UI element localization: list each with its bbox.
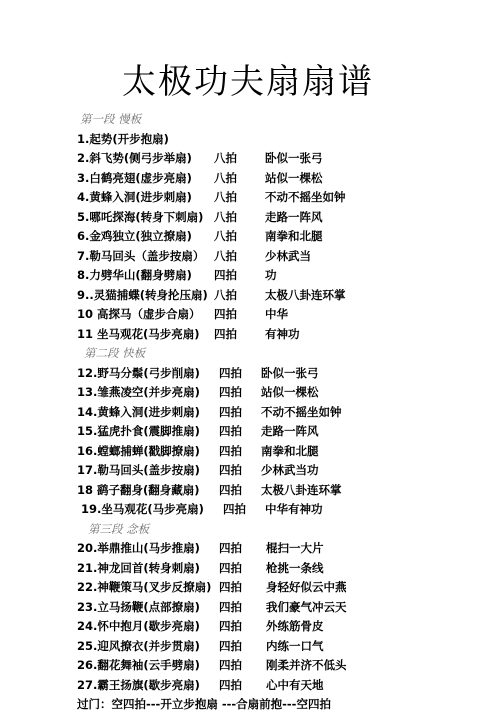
move-beat: 四拍 [219, 541, 242, 555]
page-title: 太极功夫扇扇谱 [122, 62, 374, 102]
move-name: 25.迎风撩衣(并步贯扇) [77, 638, 200, 653]
move-beat: 八拍 [214, 151, 237, 165]
move-beat: 四拍 [219, 404, 242, 419]
move-beat: 四拍 [219, 599, 242, 614]
move-verse: 心中有天地 [266, 677, 324, 692]
move-beat: 八拍 [214, 229, 237, 243]
move-name: 19.坐马观花(马步亮扇) [81, 502, 204, 516]
move-name: 15.猛虎扑食(震脚推扇) [77, 424, 200, 438]
move-name: 10 高探马（虚步合扇） [77, 307, 201, 321]
move-name: 1.起势(开步抱扇) [77, 131, 169, 146]
move-verse: 走路一阵风 [261, 424, 319, 438]
move-verse: 身轻好似云中燕 [266, 580, 347, 594]
move-beat: 四拍 [219, 638, 242, 653]
section-heading: 第三段 念板 [88, 521, 150, 536]
move-verse: 枪挑一条线 [266, 560, 324, 575]
move-name: 18 鹞子翻身(翻身藏扇) [77, 482, 200, 497]
move-beat: 八拍 [214, 190, 237, 204]
move-beat: 四拍 [219, 580, 242, 594]
move-beat: 四拍 [219, 677, 242, 692]
move-beat: 四拍 [223, 502, 246, 516]
move-verse: 我们豪气冲云天 [266, 599, 347, 614]
closing-interlude: 过门：空四拍---开立步抱扇 ---合扇前抱---空四拍 [77, 697, 331, 711]
move-verse: 太极八卦连环掌 [265, 287, 346, 302]
move-verse: 不动不摇坐如钟 [265, 190, 346, 204]
move-name: 23.立马扬鞭(点部撩扇) [77, 599, 200, 614]
move-verse: 太极八卦连环掌 [261, 482, 342, 497]
move-name: 8.力劈华山(翻身劈扇) [77, 268, 192, 282]
move-name: 12.野马分鬃(弓步削扇) [77, 365, 200, 380]
move-name: 5.哪吒探海(转身下刺扇) [77, 209, 204, 224]
move-name: 16.螳螂捕蝉(戳脚撩扇) [77, 443, 200, 458]
move-name: 20.举鼎推山(马步推扇) [77, 541, 200, 555]
move-name: 7.勒马回头（盖步按扇） [77, 248, 205, 263]
move-verse: 刚柔并济不低头 [266, 658, 347, 672]
move-name: 2.斜飞势(侧弓步举扇) [77, 151, 192, 165]
move-beat: 四拍 [219, 560, 242, 575]
move-name: 17.勒马回头(盖步按扇) [77, 463, 200, 477]
move-name: 11 坐马观花(马步亮扇) [77, 326, 200, 341]
move-verse: 卧似一张弓 [261, 365, 319, 380]
move-verse: 卧似一张弓 [265, 151, 323, 165]
move-beat: 四拍 [219, 365, 242, 380]
move-beat: 四拍 [219, 385, 242, 399]
move-beat: 四拍 [219, 658, 242, 672]
move-beat: 八拍 [214, 209, 237, 224]
move-name: 3.白鹤亮翅(虚步亮扇) [77, 170, 192, 185]
section-heading: 第二段 快板 [84, 346, 146, 360]
move-verse: 站似一棵松 [265, 170, 323, 185]
move-verse: 南拳和北腿 [261, 443, 319, 458]
move-verse: 站似一棵松 [261, 385, 319, 399]
move-verse: 中华 [265, 307, 288, 321]
move-name: 14.黄蜂入洞(进步刺扇) [77, 404, 200, 419]
move-verse: 不动不摇坐如钟 [261, 404, 342, 419]
move-verse: 有神功 [265, 326, 300, 341]
move-name: 9..灵猫捕蝶(转身抡压扇) [77, 287, 208, 302]
move-verse: 外练筋骨皮 [266, 619, 324, 633]
move-name: 13.雏燕凌空(并步亮扇) [77, 385, 200, 399]
move-verse: 少林武当 [265, 248, 311, 263]
move-name: 24.怀中抱月(歇步亮扇) [77, 619, 200, 633]
move-name: 21.神龙回首(转身刺扇) [77, 560, 200, 575]
move-beat: 四拍 [214, 326, 237, 341]
move-beat: 四拍 [219, 482, 242, 497]
move-verse: 南拳和北腿 [265, 229, 323, 243]
move-verse: 功 [265, 268, 277, 282]
move-name: 27.霸王扬旗(歇步亮扇) [77, 677, 200, 692]
section-heading: 第一段 慢板 [80, 112, 142, 126]
move-beat: 四拍 [219, 463, 242, 477]
move-name: 22.神鞭策马(叉步反撩扇) [77, 580, 212, 594]
move-name: 4.黄蜂入洞(进步刺扇) [77, 190, 192, 204]
move-verse: 少林武当功 [261, 463, 319, 477]
move-beat: 八拍 [214, 248, 237, 263]
move-beat: 四拍 [214, 307, 237, 321]
move-beat: 八拍 [214, 287, 237, 302]
move-beat: 四拍 [219, 619, 242, 633]
move-beat: 四拍 [219, 424, 242, 438]
move-beat: 四拍 [214, 268, 237, 282]
move-beat: 八拍 [214, 170, 237, 185]
move-name: 26.翻花舞袖(云手劈扇) [77, 658, 200, 672]
move-verse: 走路一阵风 [265, 209, 323, 224]
move-name: 6.金鸡独立(独立撩扇) [77, 229, 192, 243]
move-verse: 棍扫一大片 [266, 541, 324, 555]
move-verse: 中华有神功 [265, 502, 323, 516]
move-beat: 四拍 [219, 443, 242, 458]
move-verse: 内练一口气 [266, 638, 324, 653]
